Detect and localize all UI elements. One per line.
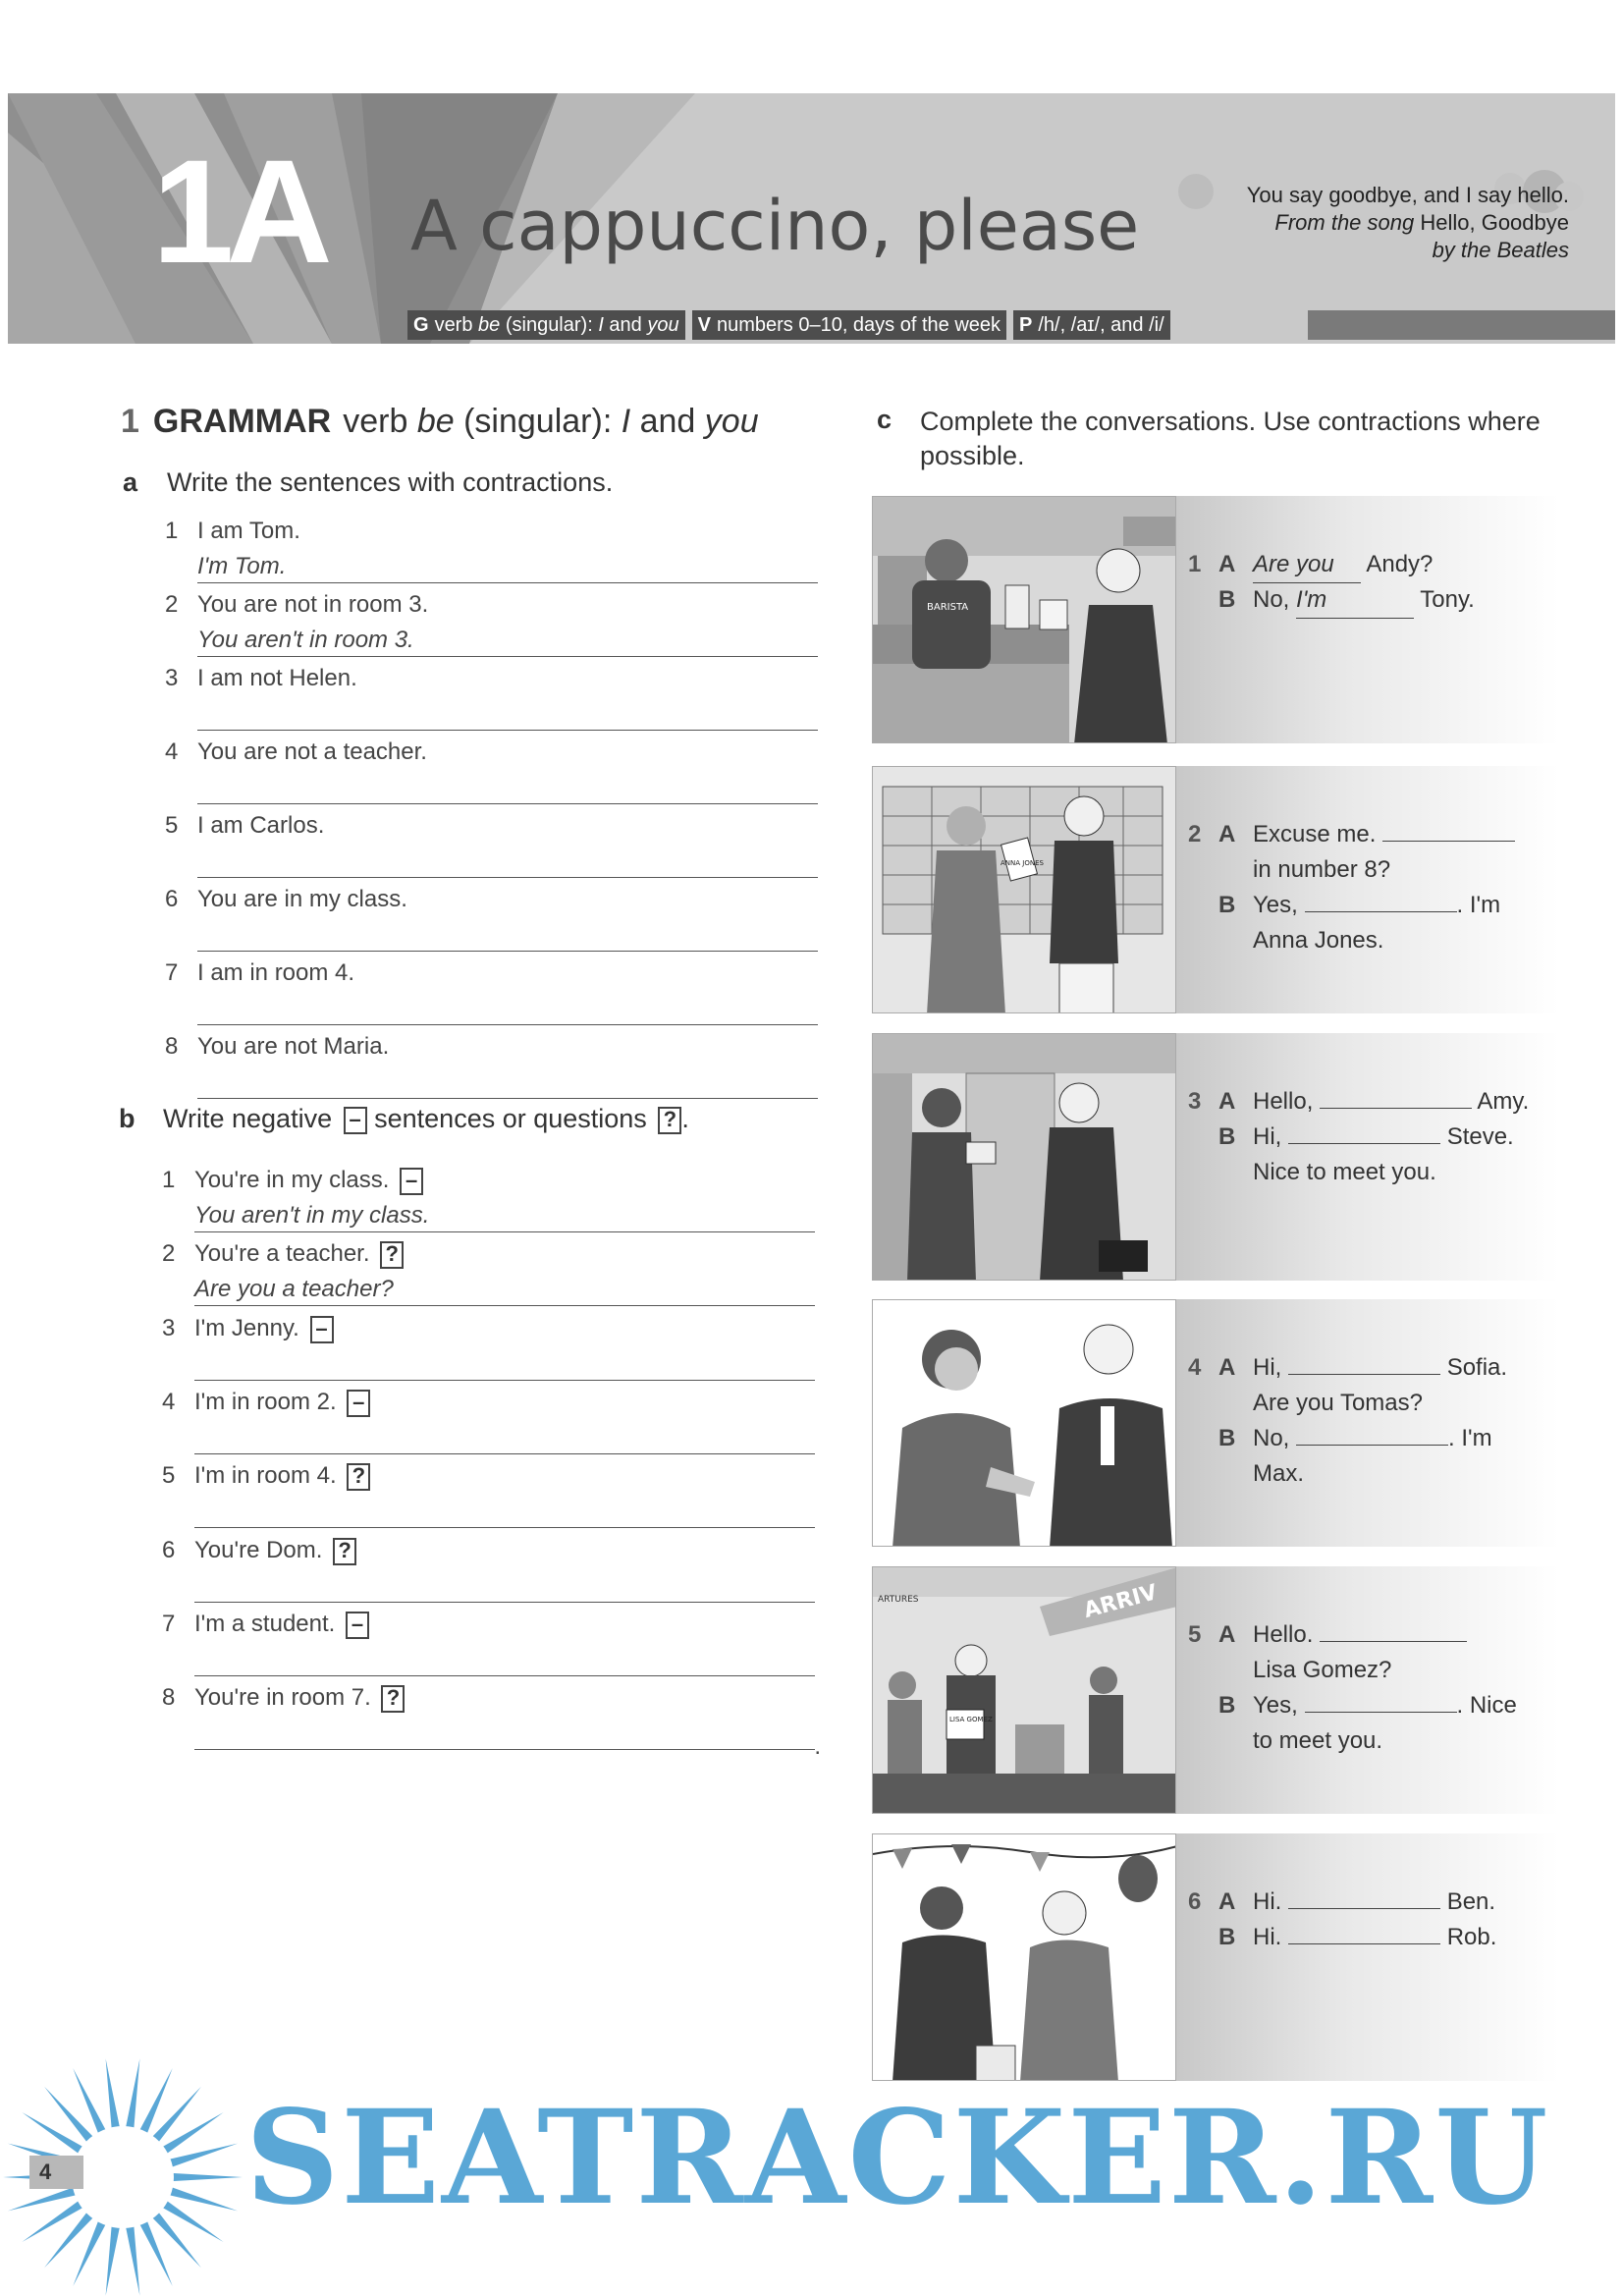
answer-line[interactable] [194, 1749, 815, 1750]
exercise-b-item [162, 1684, 821, 1760]
item-prompt: I am not Helen. [197, 665, 357, 691]
item-prompt-text: You're a teacher. [194, 1240, 370, 1267]
item-prompt-text: You're in my class. [194, 1167, 390, 1193]
answer-line[interactable] [194, 1675, 815, 1676]
dialogue-text: Anna Jones. [1253, 927, 1384, 954]
answer-line[interactable] [194, 1305, 815, 1306]
item-prompt-text: I'm a student. [194, 1611, 336, 1637]
item-number: 6 [162, 1537, 176, 1563]
quote-source-prefix: From the song [1274, 210, 1421, 235]
sun-ray [44, 2087, 95, 2145]
cafe-counter-illustration [872, 496, 1176, 743]
speaker-a: A [1218, 551, 1236, 577]
answer-line[interactable] [197, 803, 818, 804]
item-answer: You aren't in room 3. [197, 627, 414, 653]
airport-arrivals-illustration [872, 1566, 1176, 1814]
item-prompt: I am Tom. [197, 518, 300, 544]
item-number: 3 [162, 1315, 176, 1341]
item-answer: I'm Tom. [197, 553, 287, 579]
answer-line[interactable] [194, 1453, 815, 1454]
answer-line[interactable] [197, 730, 818, 731]
speaker-a: A [1218, 1621, 1236, 1648]
page-number: 4 [29, 2156, 83, 2189]
sun-ray [170, 2173, 243, 2182]
minus-box-icon: – [344, 1107, 367, 1134]
dialogue-number: 5 [1188, 1621, 1202, 1648]
item-number: 7 [162, 1611, 176, 1637]
exercise-a-item [165, 812, 818, 886]
sun-ray [8, 2186, 79, 2211]
part-c-label: c [877, 405, 893, 434]
pronunciation-tag-letter: P [1019, 314, 1033, 336]
dialogue-text: in number 8? [1253, 856, 1391, 883]
dialogue-text: . I'm [1456, 892, 1501, 918]
speaker-b: B [1218, 1123, 1236, 1150]
song-quote [1157, 182, 1569, 264]
speaker-a: A [1218, 821, 1236, 847]
blank-line[interactable] [1382, 818, 1515, 842]
section-topic-and: and [630, 403, 705, 440]
section-label: GRAMMAR [152, 403, 332, 440]
item-prompt [194, 1462, 370, 1491]
item-prompt [194, 1315, 334, 1343]
speaker-b: B [1218, 586, 1236, 613]
exercise-a-item [165, 591, 818, 665]
quote-source [1157, 209, 1569, 237]
answer-line[interactable] [197, 1098, 818, 1099]
item-prompt: I am in room 4. [197, 959, 355, 986]
pronunciation-tag-text: /h/, /aɪ/, and /i/ [1038, 314, 1164, 336]
dialogue-text: . I'm [1448, 1425, 1492, 1451]
item-number: 4 [165, 738, 179, 765]
speaker-a: A [1218, 1354, 1236, 1381]
answer-line[interactable] [194, 1231, 815, 1232]
sun-ray [150, 2087, 201, 2145]
item-number: 1 [165, 518, 179, 544]
blank-line[interactable] [1288, 1921, 1440, 1944]
blank-line[interactable] [1296, 1422, 1448, 1446]
pronunciation-tag [1013, 310, 1170, 340]
question-box-icon: ? [380, 1241, 404, 1269]
item-number: 8 [162, 1684, 176, 1711]
part-a-instruction: Write the sentences with contractions. [167, 467, 614, 497]
item-number: 5 [162, 1462, 176, 1489]
conversation-4 [872, 1299, 1559, 1547]
section-topic-em2: I [621, 403, 631, 440]
quote-line: You say goodbye, and I say hello. [1246, 183, 1569, 207]
grammar-tag-em: be [478, 314, 501, 336]
section-topic-em3: you [704, 403, 759, 440]
exercise-a-item [165, 518, 818, 591]
blank-line[interactable] [1288, 1886, 1440, 1909]
dialogue-text: No, [1253, 1425, 1290, 1451]
conversation-6 [872, 1833, 1559, 2081]
minus-box-icon: – [310, 1316, 334, 1343]
exercise-a-item [165, 886, 818, 959]
dialogue-text: Tony. [1420, 586, 1475, 613]
blank-line[interactable] [1320, 1618, 1467, 1642]
sun-ray [106, 2223, 121, 2296]
dialogue-text: Amy. [1477, 1088, 1530, 1115]
item-answer: You aren't in my class. [194, 1202, 430, 1229]
part-b-instruction [163, 1104, 689, 1134]
item-number: 8 [165, 1033, 179, 1060]
blank-line[interactable] [1320, 1085, 1472, 1109]
section-topic-em: be [416, 403, 455, 440]
grammar-tag-post: and [603, 314, 648, 336]
sun-ray [150, 2210, 201, 2268]
exercise-b-item [162, 1240, 815, 1314]
dialogue-text: Hi. [1253, 1924, 1282, 1950]
dialogue-number: 2 [1188, 821, 1202, 847]
item-number: 2 [165, 591, 179, 618]
item-prompt [194, 1611, 369, 1639]
dialogue-number: 1 [1188, 551, 1202, 577]
dialogue-text: Steve. [1446, 1123, 1514, 1150]
grammar-tag-em3: you [647, 314, 679, 336]
item-number: 6 [165, 886, 179, 912]
item-prompt [194, 1389, 370, 1417]
conversation-3 [872, 1033, 1559, 1281]
exercise-b-item [162, 1315, 815, 1389]
dialogue-text: Hello, [1253, 1088, 1314, 1115]
part-a-label: a [123, 467, 138, 497]
minus-box-icon: – [347, 1390, 370, 1417]
answer-line[interactable] [197, 951, 818, 952]
section-heading [121, 403, 759, 441]
unit-number: 1A [152, 129, 325, 294]
topic-tags [407, 310, 1170, 340]
lisa-gomez-sign: LISA GOMEZ [949, 1716, 993, 1723]
exercise-b-item [162, 1389, 815, 1462]
party-illustration [872, 1833, 1176, 2081]
unit-title: A cappuccino, please [410, 186, 1140, 266]
item-prompt-text: I'm in room 2. [194, 1389, 337, 1415]
item-prompt: You are in my class. [197, 886, 407, 912]
exercise-a-item [165, 1033, 818, 1107]
item-number: 3 [165, 665, 179, 691]
sun-ray [44, 2210, 95, 2268]
answer-line[interactable] [197, 656, 818, 657]
grammar-tag-letter: G [413, 314, 429, 336]
speaker-b: B [1218, 1924, 1236, 1950]
blank-line[interactable] [1288, 1121, 1440, 1144]
dialogue-text: Are you Tomas? [1253, 1390, 1423, 1416]
minus-box-icon: – [346, 1612, 369, 1639]
header-rule [1308, 310, 1615, 340]
item-prompt-text: You're in room 7. [194, 1684, 371, 1711]
dialogue-text: Excuse me. [1253, 821, 1377, 847]
part-b-instruction-pre: Write negative [163, 1104, 333, 1133]
mailboxes-illustration [872, 766, 1176, 1013]
item-number: 2 [162, 1240, 176, 1267]
vocabulary-tag [692, 310, 1006, 340]
answer-line[interactable] [197, 1024, 818, 1025]
dialogue-number: 3 [1188, 1088, 1202, 1115]
dialogue-text: Hello. [1253, 1621, 1314, 1648]
exercise-b-item [162, 1537, 815, 1611]
dialogue-number: 4 [1188, 1354, 1202, 1381]
item-prompt-text: You're Dom. [194, 1537, 323, 1563]
section-topic-mid: (singular): [454, 403, 622, 440]
dialogue-text: . Nice [1456, 1692, 1517, 1719]
dialogue-text: Sofia. [1446, 1354, 1508, 1381]
quote-song-title: Hello, Goodbye [1420, 210, 1569, 235]
question-box-icon: ? [333, 1538, 356, 1565]
question-box-icon: ? [381, 1685, 405, 1713]
grammar-tag-em2: I [598, 314, 604, 336]
vocabulary-tag-letter: V [697, 314, 711, 336]
section-topic: verb [343, 403, 417, 440]
conversation-2 [872, 766, 1559, 1013]
blank-line[interactable] [1305, 889, 1457, 912]
dialogue-text: Hi, [1253, 1354, 1282, 1381]
question-box-icon: ? [658, 1107, 681, 1134]
exercise-a-item [165, 738, 818, 812]
exercise-a-item [165, 665, 818, 738]
sun-ray [106, 2058, 121, 2131]
speaker-b: B [1218, 892, 1236, 918]
answer-line[interactable] [197, 582, 818, 583]
grammar-tag [407, 310, 685, 340]
office-meeting-illustration [872, 1033, 1176, 1281]
item-prompt [194, 1684, 405, 1713]
sun-ray [126, 2058, 140, 2131]
exercise-b-item [162, 1167, 815, 1240]
dialogue-text: Yes, [1253, 892, 1298, 918]
quote-artist: by the Beatles [1432, 238, 1569, 262]
part-b-instruction-mid: sentences or questions [374, 1104, 647, 1133]
grammar-tag-mid: (singular): [500, 314, 599, 336]
conversation-1 [872, 496, 1559, 743]
item-number: 5 [165, 812, 179, 839]
blank-line[interactable] [1288, 1351, 1440, 1375]
blank-line[interactable] [1305, 1689, 1457, 1713]
part-b-instruction-period: . [681, 1104, 689, 1133]
question-box-icon: ? [347, 1463, 370, 1491]
grammar-tag-text: verb [434, 314, 479, 336]
answer-field: Are you [1253, 547, 1361, 583]
item-number: 7 [165, 959, 179, 986]
answer-line[interactable] [197, 877, 818, 878]
dialogue-text: Max. [1253, 1460, 1305, 1487]
item-prompt [194, 1537, 356, 1565]
answer-field: I'm [1296, 582, 1414, 619]
item-prompt: You are not in room 3. [197, 591, 429, 618]
item-prompt: I am Carlos. [197, 812, 325, 839]
sun-ray [167, 2144, 238, 2168]
arrivals-sign: ARRIV [1081, 1580, 1161, 1624]
conversation-panel [1176, 496, 1559, 743]
dialogue-text: Andy? [1366, 551, 1434, 577]
item-answer: Are you a teacher? [194, 1276, 394, 1302]
part-c-instruction: Complete the conversations. Use contractions where possible. [920, 407, 1541, 470]
exercise-b-item [162, 1462, 815, 1536]
handshake-illustration [872, 1299, 1176, 1547]
conversation-panel [1176, 1833, 1559, 2081]
item-number: 4 [162, 1389, 176, 1415]
dialogue-text: No, [1253, 586, 1290, 613]
dialogue-text: Hi. [1253, 1888, 1282, 1915]
answer-line[interactable] [194, 1602, 815, 1603]
speaker-b: B [1218, 1692, 1236, 1719]
dialogue-text: Ben. [1446, 1888, 1496, 1915]
barista-sign: BARISTA [927, 602, 969, 613]
item-prompt [194, 1167, 423, 1195]
speaker-a: A [1218, 1888, 1236, 1915]
dialogue-text: to meet you. [1253, 1727, 1383, 1754]
departures-sign: ARTURES [878, 1595, 919, 1605]
anna-jones-sign: ANNA JONES [1001, 859, 1044, 867]
dialogue-number: 6 [1188, 1888, 1202, 1915]
dialogue-text: Hi, [1253, 1123, 1282, 1150]
exercise-b-item [162, 1611, 815, 1684]
item-prompt: You are not a teacher. [197, 738, 427, 765]
speaker-b: B [1218, 1425, 1236, 1451]
end-period: . [814, 1733, 821, 1760]
item-prompt-text: I'm in room 4. [194, 1462, 337, 1489]
dialogue-text: Nice to meet you. [1253, 1159, 1436, 1185]
answer-line[interactable] [194, 1380, 815, 1381]
conversation-5 [872, 1566, 1559, 1814]
dialogue-text: Yes, [1253, 1692, 1298, 1719]
item-prompt [194, 1240, 404, 1269]
dialogue-text: Rob. [1446, 1924, 1497, 1950]
watermark-text: SEATRACKER.RU [245, 2082, 1550, 2234]
answer-line[interactable] [194, 1527, 815, 1528]
item-prompt: You are not Maria. [197, 1033, 390, 1060]
section-number: 1 [121, 403, 139, 440]
item-prompt-text: I'm Jenny. [194, 1315, 299, 1341]
dialogue-text: Lisa Gomez? [1253, 1657, 1392, 1683]
sun-ray [126, 2223, 140, 2296]
sun-ray [167, 2186, 238, 2211]
exercise-a-item [165, 959, 818, 1033]
minus-box-icon: – [400, 1168, 423, 1195]
speaker-a: A [1218, 1088, 1236, 1115]
part-b-label: b [119, 1104, 135, 1133]
vocabulary-tag-text: numbers 0–10, days of the week [716, 314, 1001, 336]
item-number: 1 [162, 1167, 176, 1193]
